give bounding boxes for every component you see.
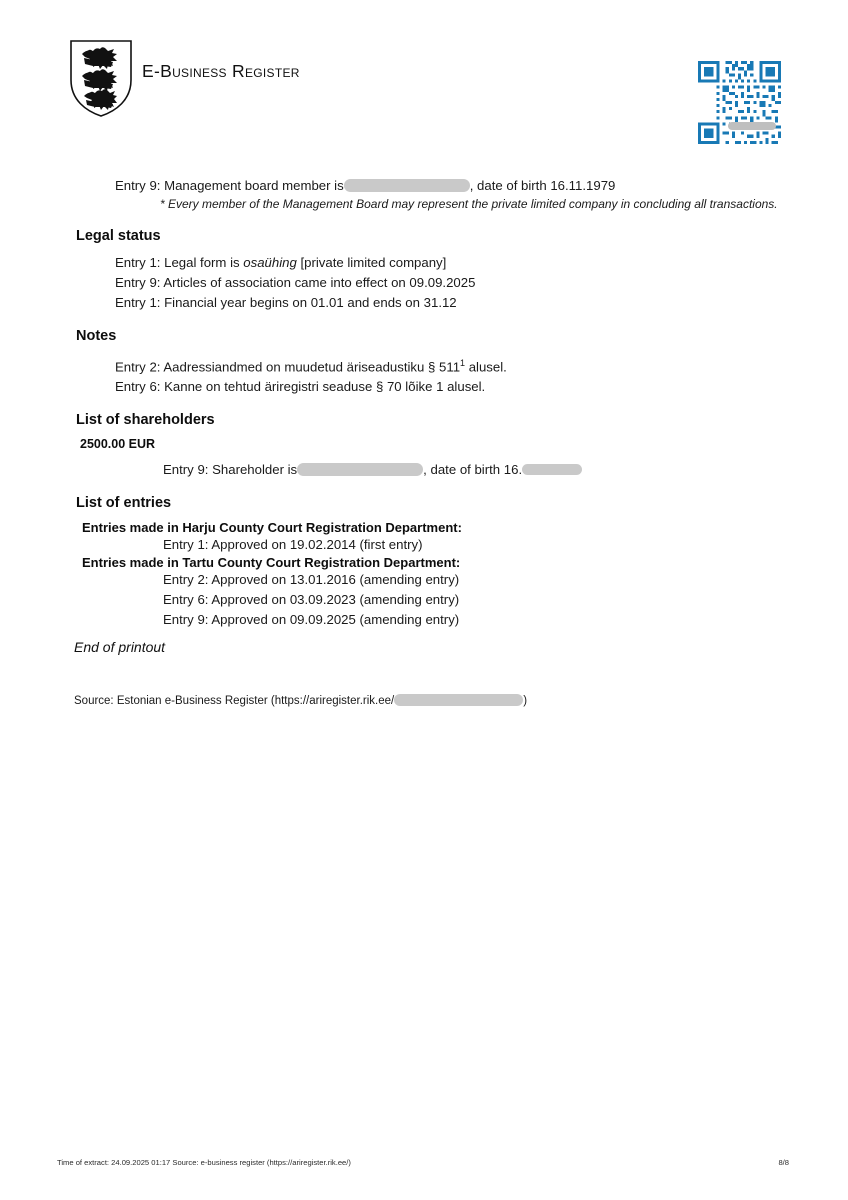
brand-title: E-Business Register — [142, 61, 300, 81]
redacted-dob — [522, 464, 582, 475]
entries-group-heading: Entries made in Harju County Court Registration Department: — [82, 520, 462, 536]
footer-page-number: 8/8 — [778, 1158, 789, 1167]
source-text: Source: Estonian e-Business Register (https://ariregister.rik.ee/ — [74, 695, 395, 708]
legal-row-prefix: Entry 1: Legal form is — [115, 255, 244, 270]
notes-row: Entry 6: Kanne on tehtud äriregistri seaduse § 70 lõike 1 alusel. — [115, 379, 486, 395]
notes-row — [0, 353, 848, 377]
notes-row-suffix: alusel. — [465, 359, 507, 375]
section-title-entries: List of entries — [76, 495, 172, 512]
legal-status-row: Entry 1: Financial year begins on 01.01 and ends on 31.12 — [115, 295, 457, 310]
legal-form-value: osaühing — [243, 255, 297, 270]
entries-group-heading: Entries made in Tartu County Court Registration Department: — [82, 555, 461, 571]
entry-row: Entry 6: Approved on 03.09.2023 (amending entry) — [163, 592, 460, 608]
entry-row: Entry 9: Approved on 09.09.2025 (amending entry) — [163, 612, 460, 628]
section-title-legal-status: Legal status — [76, 228, 161, 244]
legal-status-row: Entry 9: Articles of association came into effect on 09.09.2025 — [115, 275, 476, 290]
shareholder-amount: 2500.00 EUR — [80, 437, 156, 452]
entry-row: Entry 2: Approved on 13.01.2016 (amending entry) — [163, 572, 460, 588]
board-footnote: * Every member of the Management Board may represent the private limited company in concluding all transactions. — [160, 197, 778, 211]
shareholder-dob-prefix: , date of birth 16. — [423, 462, 523, 478]
qr-code-icon — [695, 58, 784, 147]
section-title-notes: Notes — [76, 328, 117, 344]
legal-status-row — [0, 253, 848, 273]
redacted-url — [394, 694, 523, 706]
source-line — [0, 695, 848, 707]
footer-extract-info: Time of extract: 24.09.2025 01:17 Source: e-business register (https://ariregister.rik.ee/) — [57, 1158, 351, 1167]
shareholder-entry-prefix: Entry 9: Shareholder is — [163, 462, 298, 478]
document-header — [0, 28, 848, 128]
estonian-coat-of-arms-icon — [68, 38, 134, 118]
redacted-name — [297, 463, 423, 476]
legal-row-suffix: [private limited company] — [296, 255, 447, 270]
end-of-printout: End of printout — [74, 639, 166, 656]
board-member-text: Entry 9: Management board member is — [115, 178, 344, 193]
qr-redaction-bar — [728, 122, 776, 130]
document-body — [0, 176, 848, 707]
notes-superscript: 1 — [460, 358, 466, 368]
shareholder-entry-row — [0, 460, 848, 480]
notes-row-text: Entry 2: Aadressiandmed on muudetud äriseadustiku § 511 — [115, 359, 461, 375]
source-close-paren: ) — [523, 695, 528, 708]
board-member-line — [0, 176, 848, 196]
redacted-name — [344, 179, 470, 192]
page-footer — [0, 1158, 848, 1172]
board-member-dob: , date of birth 16.11.1979 — [469, 178, 616, 193]
entry-row: Entry 1: Approved on 19.02.2014 (first entry) — [163, 537, 423, 553]
section-title-shareholders: List of shareholders — [76, 412, 215, 429]
